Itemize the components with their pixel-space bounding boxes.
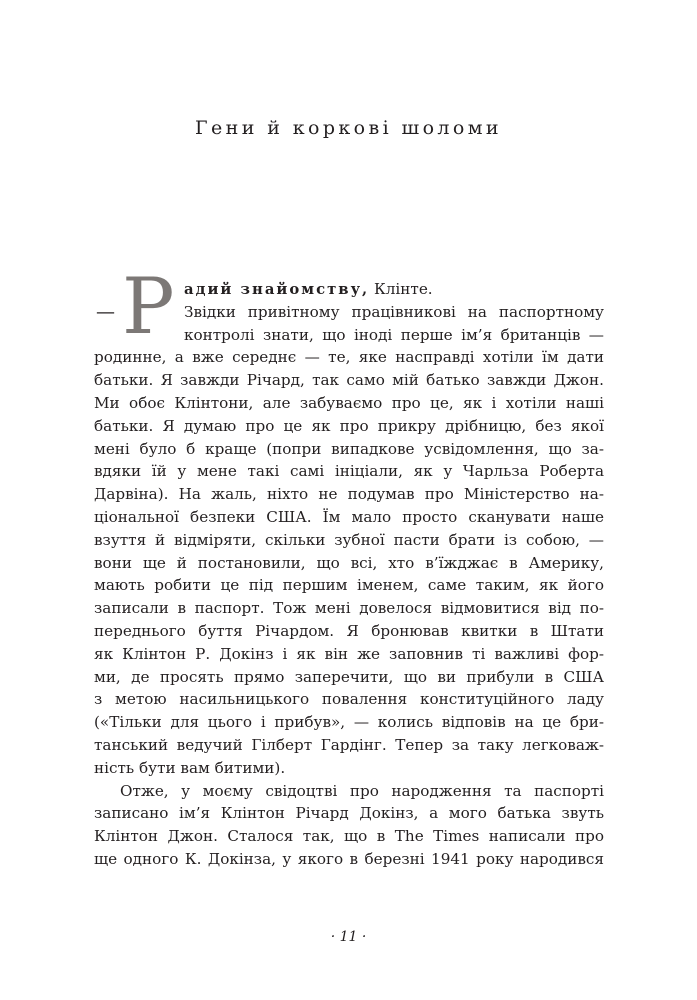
- dialogue-dash: —: [96, 300, 115, 323]
- text-line: записано ім’я Клінтон Річард Докінз, а мого батька звуть: [94, 804, 604, 823]
- text-line: контролі знати, що іноді перше ім’я британців —: [184, 325, 604, 344]
- text-line-last: ність бути вам битими).: [94, 758, 286, 777]
- text-line: ціональної безпеки США. Їм мало просто сканувати наше: [94, 508, 604, 526]
- page-number: · 11 ·: [330, 929, 367, 945]
- text-line: вони ще й постановили, що всі, хто в’їжджає в Америку,: [94, 553, 604, 572]
- text-line: ще одного К. Докінза, у якого в березні 1941 року народився: [94, 850, 604, 868]
- text-line: мають робити це під першим іменем, саме таким, як його: [94, 576, 604, 595]
- text-line: Клінтон Джон. Сталося так, що в The Times написали про: [94, 827, 604, 846]
- text-line: Дарвіна). На жаль, ніхто не подумав про Міністерство на-: [94, 485, 604, 504]
- text-line: батьки. Я думаю про це як про прикру дрібницю, без якої: [94, 416, 604, 435]
- text-line: взуття й відміряти, скільки зубної пасти брати із собою, —: [94, 530, 604, 549]
- text-line: переднього буття Річардом. Я бронював квитки в Штати: [94, 622, 604, 640]
- text-line: вдяки їй у мене такі самі ініціали, як у Чарльза Роберта: [94, 462, 604, 481]
- lead-small-caps: адий знайомству,: [184, 281, 370, 298]
- drop-cap: Р: [122, 262, 175, 352]
- text-line: Отже, у моєму свідоцтві про народження та паспорті: [120, 781, 604, 800]
- text-line: мені було б краще (попри випадкове усвідомлення, що за-: [94, 439, 604, 458]
- text-line: батьки. Я завжди Річард, так само мій батько завжди Джон.: [94, 371, 604, 390]
- text-line: з метою насильницького повалення конституційного ладу: [94, 690, 604, 709]
- text-line: ми, де просять прямо заперечити, що ви прибули в США: [94, 667, 604, 686]
- text-line: як Клінтон Р. Докінз і як він же заповнив ті важливі фор-: [94, 644, 604, 663]
- text-line: родинне, а вже середнє — те, яке насправді хотіли їм дати: [94, 348, 604, 367]
- text-line: Ми обоє Клінтони, але забуваємо про це, як і хотіли наші: [94, 394, 604, 412]
- lead-rest: Клінте.: [369, 280, 433, 298]
- chapter-title: Гени й коркові шоломи: [195, 117, 502, 139]
- text-line: Звідки привітному працівникові на паспортному: [184, 302, 604, 321]
- text-line: записали в паспорт. Тож мені довелося відмовитися від по-: [94, 599, 604, 618]
- text-line: танський ведучий Гілберт Гардінг. Тепер за таку легковаж-: [94, 736, 604, 754]
- text-line: («Тільки для цього і прибув», — колись відповів на це бри-: [94, 713, 604, 732]
